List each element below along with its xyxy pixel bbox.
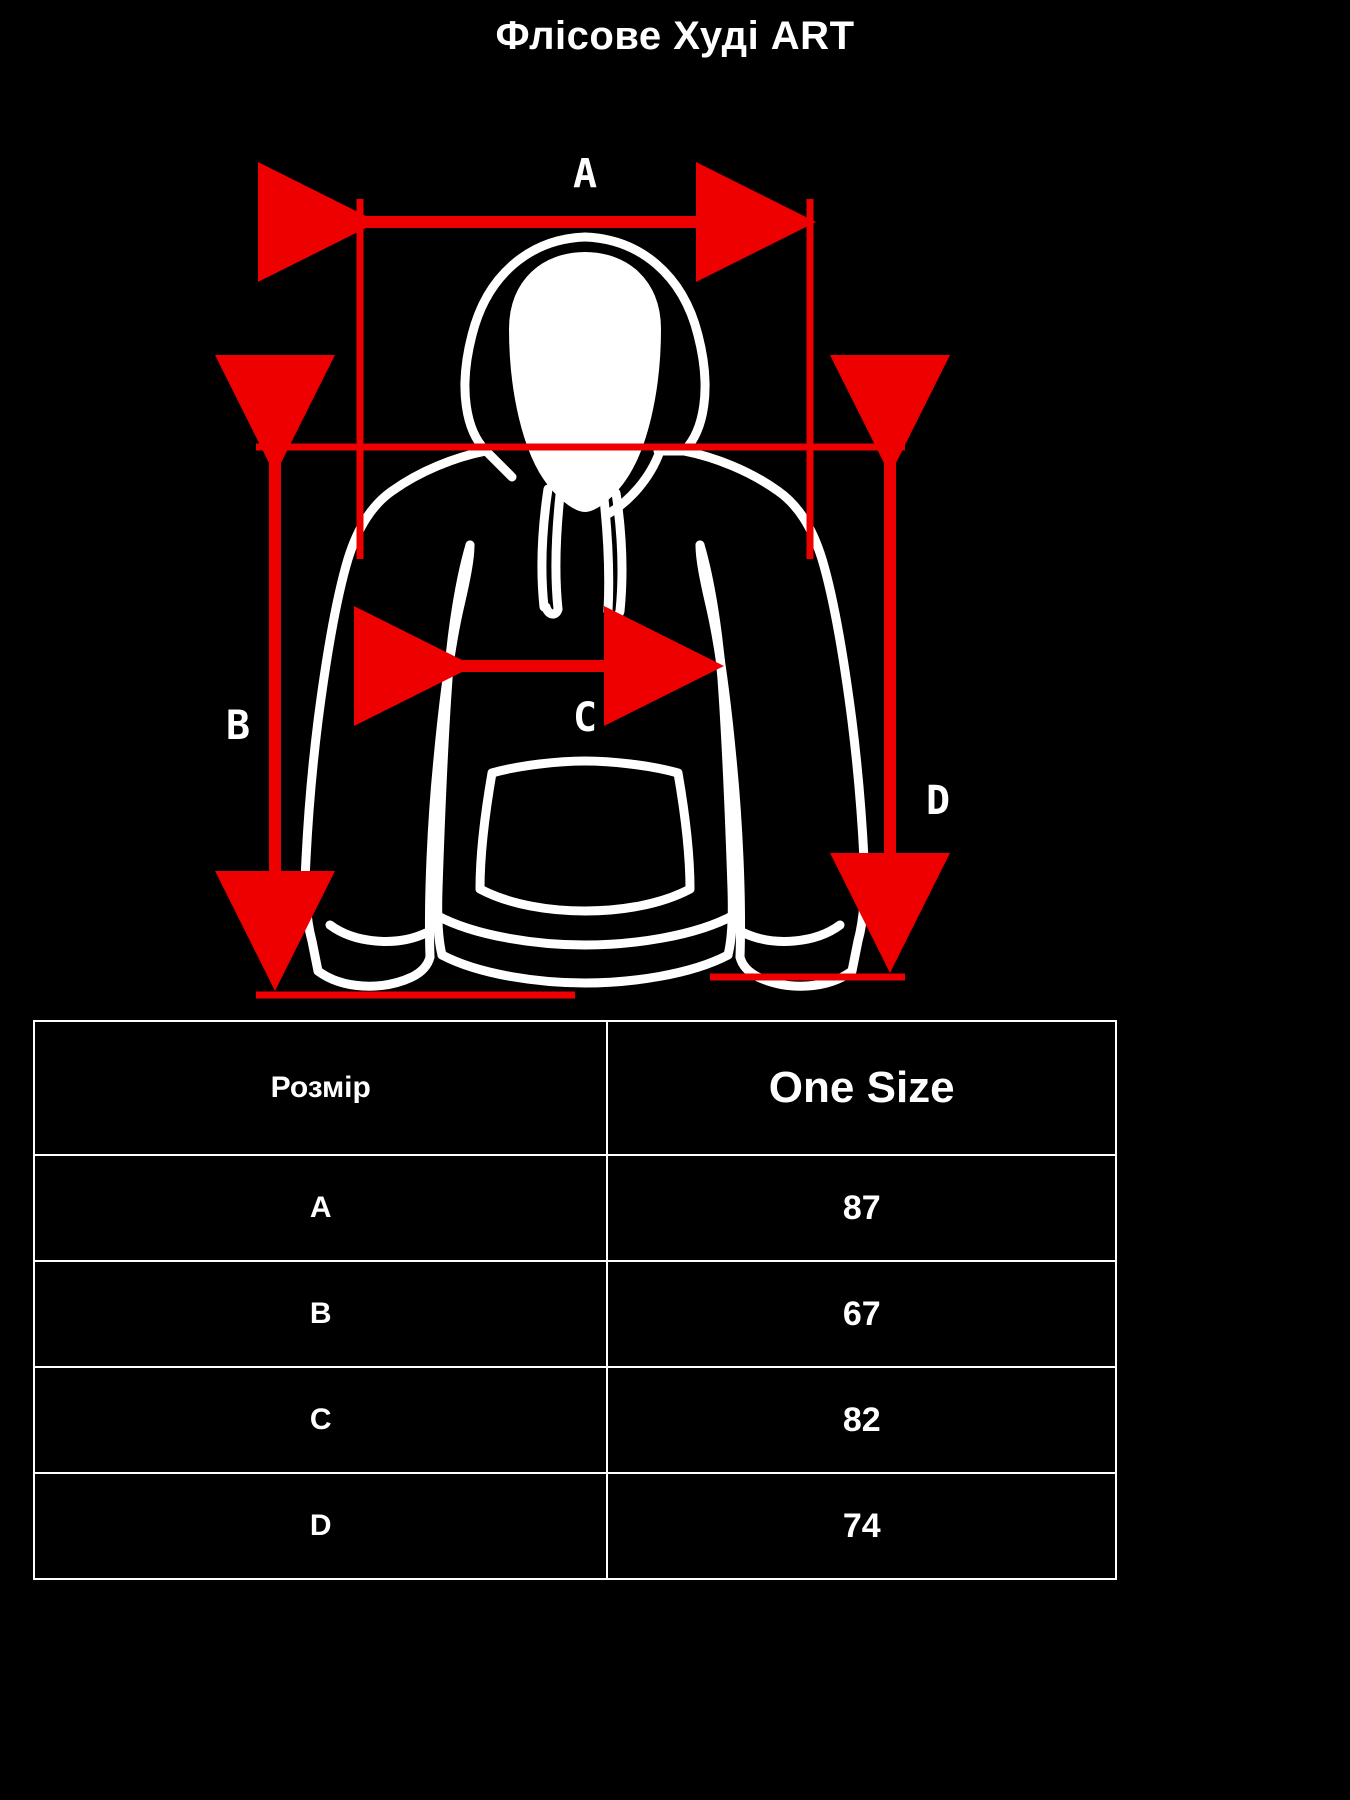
page-title: Флісове Худі ART <box>495 14 855 58</box>
dimension-label-c: C <box>572 695 598 741</box>
row-value-a: 87 <box>607 1155 1116 1261</box>
table-header-value: One Size <box>607 1021 1116 1155</box>
row-label-d: D <box>34 1473 607 1579</box>
table-header-row <box>34 1021 1116 1155</box>
row-label-b: B <box>34 1261 607 1367</box>
size-table-wrap <box>33 1020 1117 1580</box>
size-diagram <box>0 59 1350 1019</box>
row-value-b: 67 <box>607 1261 1116 1367</box>
table-row <box>34 1473 1116 1579</box>
table-header-label: Розмір <box>34 1021 607 1155</box>
row-value-d: 74 <box>607 1473 1116 1579</box>
table-row <box>34 1261 1116 1367</box>
dimension-label-d: D <box>925 778 951 824</box>
size-table <box>33 1020 1117 1580</box>
row-value-c: 82 <box>607 1367 1116 1473</box>
table-row <box>34 1155 1116 1261</box>
dimension-label-a: A <box>572 151 598 197</box>
dimension-label-b: B <box>225 703 251 749</box>
table-row <box>34 1367 1116 1473</box>
row-label-c: C <box>34 1367 607 1473</box>
hoodie-front-outline <box>305 237 865 986</box>
row-label-a: A <box>34 1155 607 1261</box>
